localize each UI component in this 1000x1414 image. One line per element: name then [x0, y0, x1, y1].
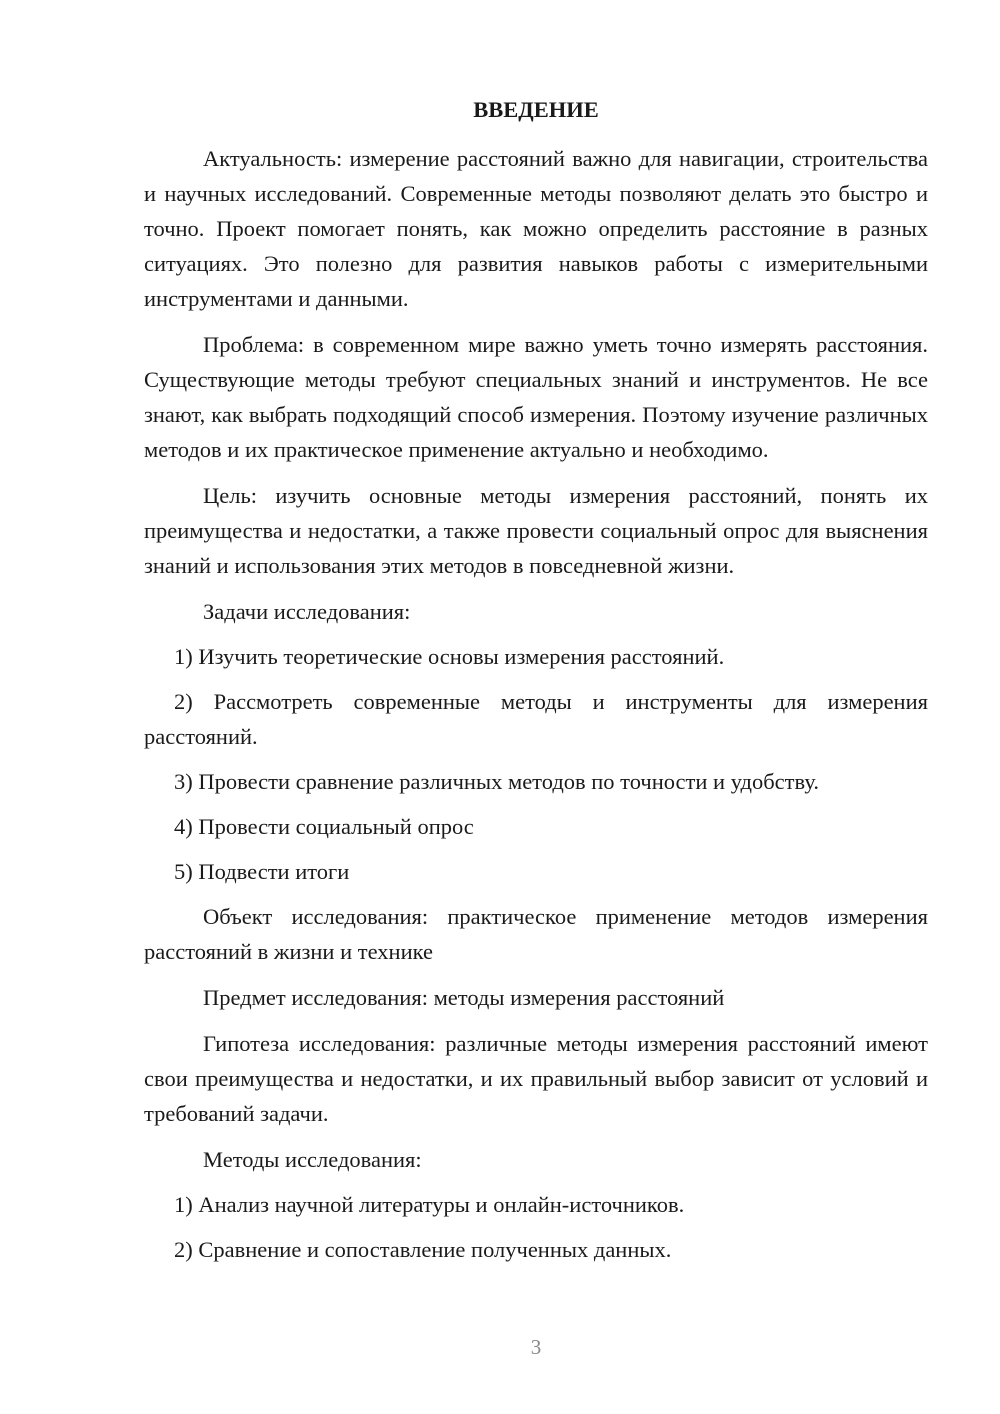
- object-paragraph: Объект исследования: практическое применение методов измерения расстояний в жизни и технике: [144, 904, 928, 964]
- task-item: 5) Подвести итоги: [174, 859, 350, 884]
- hypothesis-paragraph: Гипотеза исследования: различные методы измерения расстояний имеют свои преимущества и недостатки, и их правильный выбор зависит от условий и требований задачи.: [144, 1031, 928, 1126]
- task-item: 2) Рассмотреть современные методы и инструменты для измерения расстояний.: [144, 689, 928, 749]
- method-item: 1) Анализ научной литературы и онлайн-источников.: [174, 1192, 685, 1217]
- problem-paragraph: Проблема: в современном мире важно уметь точно измерять расстояния. Существующие методы требуют специальных знаний и инструментов. Не все знают, как выбрать подходящий способ измерения. Поэтому изучение различных методов и их практическое применение актуально и необходимо.: [144, 332, 928, 462]
- document-page: [144, 92, 928, 1277]
- goal-paragraph: Цель: изучить основные методы измерения расстояний, понять их преимущества и недостатки, а также провести социальный опрос для выяснения знаний и использования этих методов в повседневной жизни.: [144, 483, 928, 578]
- task-item: 3) Провести сравнение различных методов по точности и удобству.: [174, 769, 819, 794]
- section-title: ВВЕДЕНИЕ: [473, 97, 599, 122]
- subject-paragraph: Предмет исследования: методы измерения расстояний: [203, 985, 725, 1010]
- methods-heading: Методы исследования:: [203, 1147, 422, 1172]
- task-item: 4) Провести социальный опрос: [174, 814, 474, 839]
- relevance-paragraph: Актуальность: измерение расстояний важно для навигации, строительства и научных исследований. Современные методы позволяют делать это быстро и точно. Проект помогает понять, как можно определить расстояние в разных ситуациях. Это полезно для развития навыков работы с измерительными инструментами и данными.: [144, 146, 928, 311]
- method-item: 2) Сравнение и сопоставление полученных данных.: [174, 1237, 672, 1262]
- task-item: 1) Изучить теоретические основы измерения расстояний.: [174, 644, 725, 669]
- tasks-heading: Задачи исследования:: [203, 599, 411, 624]
- page-number: 3: [530, 1335, 542, 1359]
